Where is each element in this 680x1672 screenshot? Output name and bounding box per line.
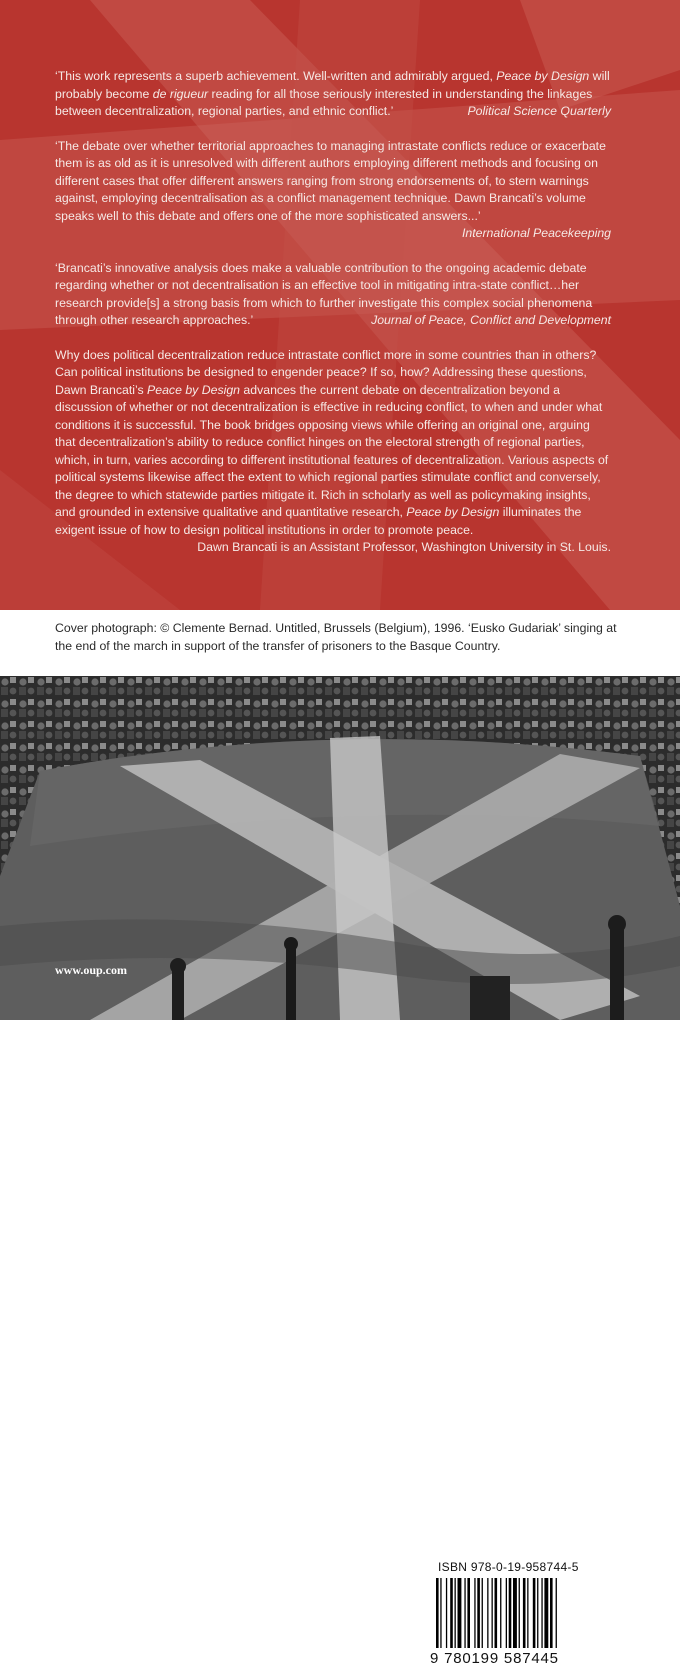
barcode-bar bbox=[537, 1578, 538, 1648]
barcode-bar bbox=[440, 1578, 441, 1648]
barcode-bar bbox=[527, 1578, 528, 1648]
barcode-bar bbox=[458, 1578, 462, 1648]
barcode-bar bbox=[550, 1578, 553, 1648]
barcode-bar bbox=[495, 1578, 498, 1648]
quote-2-text: ‘The debate over whether territorial approaches to managing intrastate conflicts reduce or exacerbate them is as old as it is unresolved with different authors employing different methods and focusing on different cases that offer different answers ranging from strong endorsements of, to stern warnings against, employing decentralisation as a conflict management technique. Dawn Brancati’s volume speaks well to this debate and offers one of the more sophisticated answers...’ bbox=[55, 138, 606, 223]
barcode-bar bbox=[467, 1578, 470, 1648]
review-quote-3 bbox=[55, 260, 611, 330]
barcode-bar bbox=[477, 1578, 480, 1648]
barcode-bar bbox=[544, 1578, 548, 1648]
review-quote-1 bbox=[55, 68, 611, 121]
review-quote-2 bbox=[55, 138, 611, 243]
quote-1-source: Political Science Quarterly bbox=[467, 104, 611, 118]
barcode-bar bbox=[436, 1578, 439, 1648]
barcode-bar bbox=[506, 1578, 507, 1648]
barcode-bar bbox=[487, 1578, 488, 1648]
quote-3-text: ‘Brancati’s innovative analysis does make a valuable contribution to the ongoing academic debate regarding whether or not decentralisation is an effective tool in mitigating intra-state conflict…her research provide[s] a strong basis from which to further investigate this complex social phenomena through other research approaches.’ bbox=[55, 260, 593, 327]
isbn-label: ISBN 978-0-19-958744-5 bbox=[438, 1560, 579, 1574]
barcode-bar bbox=[533, 1578, 536, 1648]
barcode-bar bbox=[500, 1578, 501, 1648]
barcode-bar bbox=[455, 1578, 456, 1648]
barcode-bar bbox=[450, 1578, 453, 1648]
book-description: Why does political decentralization reduce intrastate conflict more in some countries than in others? Can political institutions be designed to engender peace? If so, how? Addressing these questions, Dawn Brancati’s Peace by Design advances the current debate on decentralization beyond a discussion of whether or not decentralization is effective in reducing conflict, to when and under what conditions it is successful. The book bridges opposing views while offering an original one, arguing that decentralization’s ability to reduce conflict hinges on the electoral strength of regional parties, which, in turn, varies according to different institutional features of decentralization. Various aspects of political systems likewise affect the extent to which regional parties stimulate conflict and conversely, the degree to which statewide parties mitigate it. Rich in scholarly as well as policymaking insights, and grounded in extensive qualitative and quantitative research, Peace by Design illuminates the exigent issue of how to design political institutions in order to promote peace. bbox=[55, 347, 609, 537]
isbn-barcode bbox=[426, 1555, 614, 1672]
barcode-bars bbox=[436, 1578, 604, 1648]
publisher-logo bbox=[55, 1574, 204, 1624]
quote-3-source: Journal of Peace, Conflict and Development bbox=[371, 313, 611, 327]
quote-1-text-a: ‘This work represents a superb achievement. Well-written and admirably argued, bbox=[55, 69, 497, 83]
quote-1-phrase: de rigueur bbox=[152, 86, 209, 101]
back-cover-blurb-panel bbox=[0, 0, 680, 610]
publisher-press: UNIVERSITY PRESS bbox=[56, 1609, 203, 1623]
publisher-name: OXFORD bbox=[55, 1573, 204, 1609]
barcode-bar bbox=[519, 1578, 520, 1648]
barcode-bar bbox=[464, 1578, 465, 1648]
barcode-bar bbox=[482, 1578, 483, 1648]
barcode-bar bbox=[556, 1578, 557, 1648]
barcode-bar bbox=[513, 1578, 517, 1648]
barcode-bar bbox=[541, 1578, 542, 1648]
cover-photo-credit: Cover photograph: © Clemente Bernad. Untitled, Brussels (Belgium), 1996. ‘Eusko Gudariak’ singing at the end of the march in support of the transfer of prisoners to the Basque Country. bbox=[55, 621, 617, 653]
barcode-bar bbox=[492, 1578, 493, 1648]
isbn-digits: 9 780199 587445 bbox=[430, 1650, 559, 1667]
barcode-bar bbox=[509, 1578, 512, 1648]
publisher-url[interactable]: www.oup.com bbox=[55, 963, 128, 977]
quote-1-text-c: reading for all those seriously interested in understanding the linkages between decentralization, regional parties, and ethnic conflict.’ bbox=[55, 86, 593, 118]
barcode-bar bbox=[523, 1578, 526, 1648]
quote-1-text-b: will probably become bbox=[55, 69, 610, 101]
barcode-bar bbox=[446, 1578, 447, 1648]
description-book-title-2: Peace by Design bbox=[406, 505, 500, 519]
blurb-text bbox=[55, 68, 611, 557]
description-book-title-1: Peace by Design bbox=[147, 382, 241, 397]
author-note: Dawn Brancati is an Assistant Professor, Washington University in St. Louis. bbox=[197, 540, 611, 554]
quote-1-book-title: Peace by Design bbox=[496, 69, 590, 83]
quote-2-source: International Peacekeeping bbox=[461, 226, 611, 240]
barcode-bar bbox=[474, 1578, 475, 1648]
